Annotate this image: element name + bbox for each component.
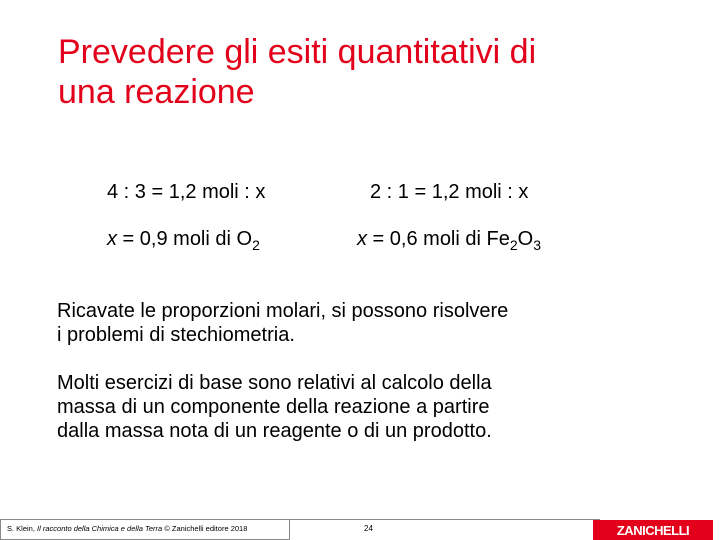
equation-right-row-1: 2 : 1 = 1,2 moli : x <box>370 181 529 203</box>
paragraph-1-line-1: Ricavate le proporzioni molari, si possono risolvere <box>57 300 509 322</box>
paragraph-2 <box>57 371 647 443</box>
footer-book-title: Il racconto della Chimica e della Terra <box>37 524 163 533</box>
footer-author: S. Klein, <box>7 524 38 533</box>
subscript: 3 <box>533 237 541 253</box>
subscript: 2 <box>252 237 260 253</box>
slide-title-line-1: Prevedere gli esiti quantitativi di <box>58 33 537 71</box>
subscript: 2 <box>509 237 518 253</box>
slide-title-line-2: una reazione <box>58 73 255 111</box>
slide-title <box>58 32 678 112</box>
equation-left-row-2 <box>107 227 260 251</box>
variable-x: x <box>357 228 367 250</box>
paragraph-1-line-2: i problemi di stechiometria. <box>57 324 295 346</box>
equation-right-row-2 <box>357 227 541 251</box>
footer-credit <box>7 524 247 534</box>
footer-publisher: © Zanichelli editore 2018 <box>162 524 248 533</box>
equation-text: = 0,6 moli di Fe <box>367 228 510 250</box>
variable-x: x <box>107 228 117 250</box>
paragraph-1 <box>57 299 647 347</box>
equation-text: = 0,9 moli di O <box>117 228 253 250</box>
equation-text-mid: O <box>517 228 534 250</box>
paragraph-2-line-2: massa di un componente della reazione a partire <box>57 396 490 418</box>
publisher-logo: ZANICHELLI <box>593 520 713 540</box>
paragraph-2-line-3: dalla massa nota di un reagente o di un prodotto. <box>57 420 492 442</box>
equation-left-row-1: 4 : 3 = 1,2 moli : x <box>107 181 266 203</box>
page-number: 24 <box>364 524 373 533</box>
paragraph-2-line-1: Molti esercizi di base sono relativi al calcolo della <box>57 372 492 394</box>
